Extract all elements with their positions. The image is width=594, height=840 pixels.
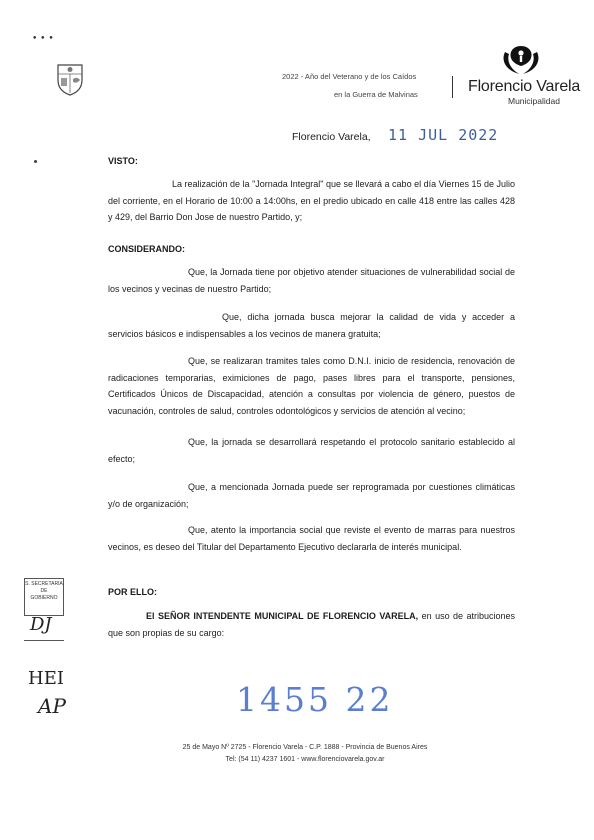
considerando-item: [108, 353, 515, 419]
handwritten-code: HEI: [28, 668, 64, 689]
considerando-item-text: Que, la Jornada tiene por objetivo atender situaciones de vulnerabilidad social de los vecinos y vecinas de nuestro Partido;: [108, 267, 515, 294]
considerando-item: [108, 434, 515, 467]
considerando-item: [108, 479, 515, 512]
considerando-heading: CONSIDERANDO:: [108, 244, 186, 254]
margin-mark: [34, 160, 37, 163]
intendente-bold: El SEÑOR INTENDENTE MUNICIPAL DE FLORENCIO VARELA,: [146, 611, 419, 621]
considerando-item-text: Que, se realizaran tramites tales como D.N.I. inicio de residencia, renovación de radicaciones temporarias, eximiciones de pago, pases libres para el transporte, pensiones, Certificados Únicos de Discapacidad, atención a consultas por violencia de género, puestos de vacunación, controles de salud, controles odontológicos y servicios de atención al vecino;: [108, 356, 515, 416]
handwritten-mark-top: DJ: [30, 614, 52, 635]
visto-heading: VISTO:: [108, 156, 138, 166]
date-stamp: 11 JUL 2022: [388, 126, 499, 144]
corner-mark: • • •: [32, 34, 54, 44]
visto-text-content: La realización de la "Jornada Integral" que se llevará a cabo el día Viernes 15 de Julio del corriente, en el Horario de 10:00 a 14:00hs, en el predio ubicado en calle 418 entre las calles 428 y 429, del Barrio Don Jose de nuestro Partido, y;: [108, 179, 515, 222]
por-ello-heading: POR ELLO:: [108, 587, 157, 597]
intendente-paragraph: [108, 608, 515, 641]
secretaria-stamp: [24, 578, 64, 616]
considerando-item-text: Que, dicha jornada busca mejorar la calidad de vida y acceder a servicios básicos e indispensables a los vecinos de manera gratuita;: [108, 312, 515, 339]
motto-line-1: 2022 - Año del Veterano y de los Caídos: [282, 72, 417, 81]
considerando-item: [108, 309, 515, 342]
handwritten-initials: AP: [38, 694, 66, 718]
intendente-rest: en uso de atribuciones que son propias de su cargo:: [108, 611, 515, 638]
considerando-item-text: Que, a mencionada Jornada puede ser reprogramada por cuestiones climáticas y/o de organización;: [108, 482, 515, 509]
stamp-line-1: S. SECRETARIA: [25, 581, 63, 587]
footer-address: 25 de Mayo Nº 2725 - Florencio Varela - C.P. 1888 - Provincia de Buenos Aires: [182, 744, 428, 751]
considerando-item-text: Que, atento la importancia social que reviste el evento de marras para nuestros vecinos, es deseo del Titular del Departamento Ejecutivo declararla de interés municipal.: [108, 525, 515, 552]
brand-name: Florencio Varela: [468, 78, 581, 95]
stamp-line-3: GOBIERNO: [30, 595, 58, 601]
header-divider: [452, 76, 453, 98]
motto-line-2: en la Guerra de Malvinas: [334, 90, 418, 99]
date-city: Florencio Varela,: [292, 131, 371, 143]
considerando-item: [108, 264, 515, 297]
coat-of-arms-icon: [56, 62, 84, 96]
handwritten-box: [24, 640, 64, 655]
considerando-item-text: Que, la jornada se desarrollará respetando el protocolo sanitario establecido al efecto;: [108, 437, 515, 464]
visto-text: [108, 176, 515, 226]
brand-subtitle: Municipalidad: [508, 96, 560, 106]
footer-contact: Tel: (54 11) 4237 1601 - www.florenciovarela.gov.ar: [225, 756, 385, 763]
municipality-logo-icon: [499, 42, 543, 76]
stamp-line-2: DE: [40, 588, 48, 594]
considerando-item: [108, 522, 515, 555]
resolution-number-stamp: 1455 22: [236, 680, 394, 719]
